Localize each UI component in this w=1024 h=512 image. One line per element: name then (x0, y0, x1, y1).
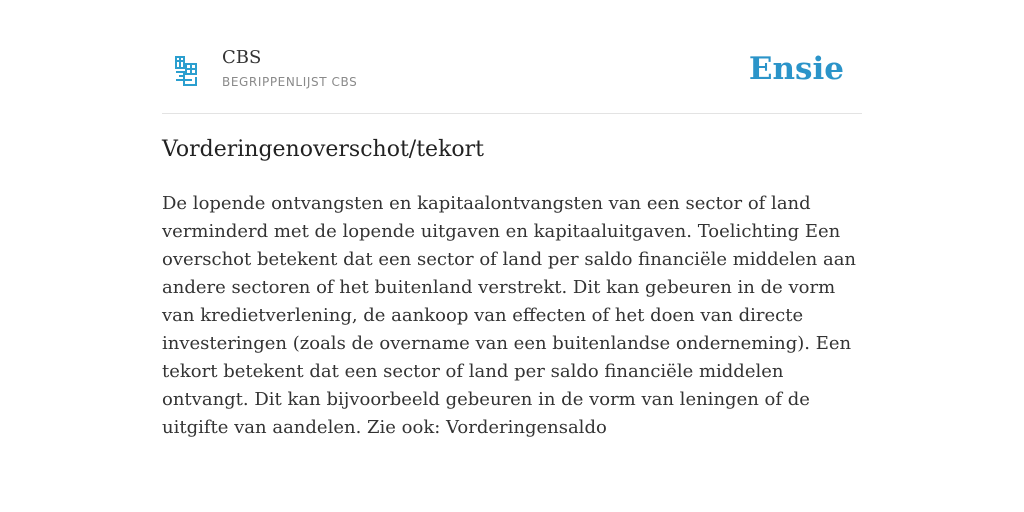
brand-logo[interactable]: Ensie (748, 51, 844, 87)
entry-title: Vorderingenoverschot/tekort (162, 137, 485, 162)
entry-definition: De lopende ontvangsten en kapitaalontvangsten van een sector of land verminderd met de lopende uitgaven en kapitaaluitgaven. Toelichting Een overschot betekent dat een sector of land per saldo financiële middelen aan andere sectoren of het buitenland verstrekt. Dit kan gebeuren in de vorm van kredietverlening, de aankoop van effecten of het doen van directe investeringen (zoals de overname van een buitenlandse onderneming). Een tekort betekent dat een sector of land per saldo financiële middelen ontvangt. Dit kan bijvoorbeeld gebeuren in de vorm van leningen of de uitgifte van aandelen. Zie ook: Vorderingensaldo (162, 193, 857, 438)
header (162, 40, 862, 114)
source-name[interactable]: CBS (222, 47, 262, 68)
source-subtitle[interactable]: BEGRIPPENLIJST CBS (222, 75, 358, 89)
cbs-logo-icon (174, 55, 198, 87)
